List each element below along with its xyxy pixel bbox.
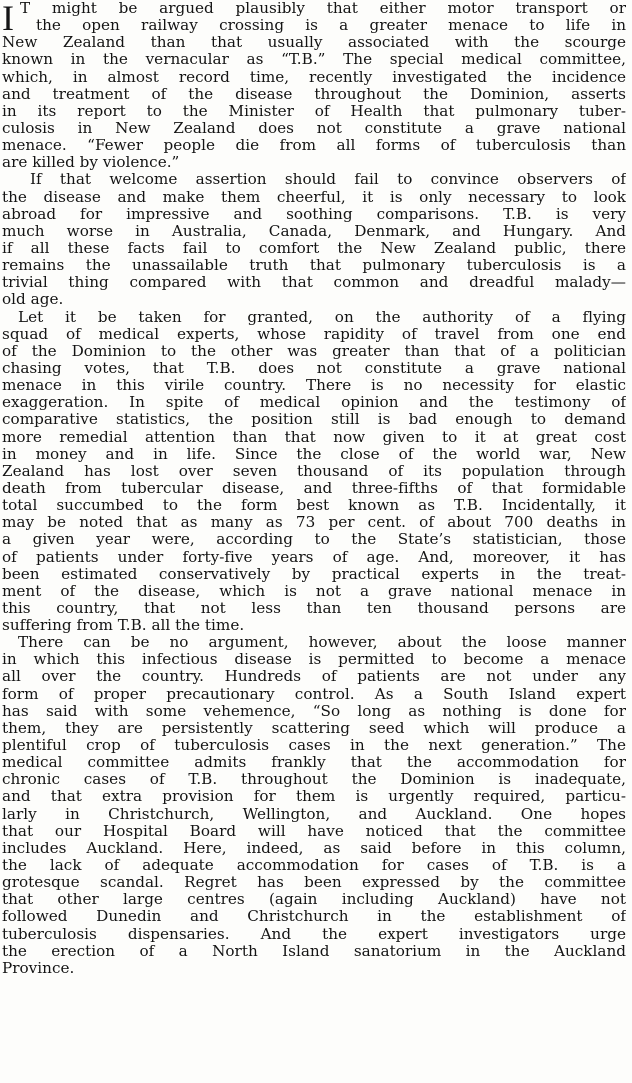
text-line: in which this infectious disease is permitted to become a menace bbox=[2, 651, 626, 669]
text-line: this country, that not less than ten thousand persons are bbox=[2, 599, 626, 617]
text-line: abroad for impressive and soothing comparisons. T.B. is very bbox=[2, 205, 626, 223]
text-line: chasing votes, that T.B. does not constitute a grave national bbox=[2, 359, 626, 377]
text-line: the disease and make them cheerful, it is only necessary to look bbox=[2, 188, 626, 206]
text-line: total succumbed to the form best known as T.B. Incidentally, it bbox=[2, 497, 626, 515]
text-line: chronic cases of T.B. throughout the Dominion is inadequate, bbox=[2, 771, 626, 789]
text-line: medical committee admits frankly that the accommodation for bbox=[2, 754, 626, 772]
text-line: T might be argued plausibly that either motor transport or bbox=[20, 0, 626, 17]
text-line: of the Dominion to the other was greater than that of a politician bbox=[2, 342, 626, 360]
text-line: tuberculosis dispensaries. And the expert investigators urge bbox=[2, 925, 626, 943]
text-line: and that extra provision for them is urgently required, particu- bbox=[2, 788, 626, 806]
text-line: known in the vernacular as “T.B.” The special medical committee, bbox=[2, 51, 626, 69]
text-line: the lack of adequate accommodation for cases of T.B. is a bbox=[2, 857, 626, 875]
text-line: grotesque scandal. Regret has been expressed by the committee bbox=[2, 874, 626, 892]
text-line: larly in Christchurch, Wellington, and Auckland. One hopes bbox=[2, 805, 626, 823]
text-line: exaggeration. In spite of medical opinion and the testimony of bbox=[2, 394, 626, 412]
text-line: a given year were, according to the State’s statistician, those bbox=[2, 531, 626, 549]
text-line: ment of the disease, which is not a grave national menace in bbox=[2, 582, 626, 600]
text-line: followed Dunedin and Christchurch in the establishment of bbox=[2, 908, 626, 926]
text-line: more remedial attention than that now given to it at great cost bbox=[2, 428, 626, 446]
text-line: has said with some vehemence, “So long as nothing is done for bbox=[2, 702, 626, 720]
text-line: been estimated conservatively by practical experts in the treat- bbox=[2, 565, 626, 583]
text-line: If that welcome assertion should fail to convince observers of bbox=[30, 171, 626, 189]
text-line: includes Auckland. Here, indeed, as said before in this column, bbox=[2, 839, 626, 857]
drop-cap: I bbox=[2, 0, 15, 38]
text-line: trivial thing compared with that common and dreadful malady— bbox=[2, 274, 626, 292]
text-line: of patients under forty-five years of age. And, moreover, it has bbox=[2, 548, 626, 566]
paragraph-3 bbox=[2, 309, 626, 635]
text-line: remains the unassailable truth that pulmonary tuberculosis is a bbox=[2, 257, 626, 275]
text-line: There can be no argument, however, about the loose manner bbox=[18, 634, 626, 652]
text-line: in its report to the Minister of Health that pulmonary tuber- bbox=[2, 102, 626, 120]
paragraph-2 bbox=[2, 171, 626, 308]
text-line: the erection of a North Island sanatorium in the Auckland bbox=[2, 942, 626, 960]
text-line: Let it be taken for granted, on the authority of a flying bbox=[18, 308, 626, 326]
text-line: old age. bbox=[2, 291, 64, 309]
text-line: New Zealand than that usually associated with the scourge bbox=[2, 34, 626, 52]
text-line: squad of medical experts, whose rapidity of travel from one end bbox=[2, 325, 626, 343]
text-line: Zealand has lost over seven thousand of its population through bbox=[2, 462, 626, 480]
text-line: may be noted that as many as 73 per cent. of about 700 deaths in bbox=[2, 514, 626, 532]
paragraph-1 bbox=[2, 0, 626, 171]
text-line: comparative statistics, the position still is bad enough to demand bbox=[2, 411, 626, 429]
text-line: form of proper precautionary control. As a South Island expert bbox=[2, 685, 626, 703]
text-line: the open railway crossing is a greater menace to life in bbox=[36, 17, 626, 35]
paragraph-4 bbox=[2, 634, 626, 977]
text-line: culosis in New Zealand does not constitute a grave national bbox=[2, 119, 626, 137]
text-line: Province. bbox=[2, 959, 75, 977]
text-line: if all these facts fail to comfort the New Zealand public, there bbox=[2, 239, 626, 257]
text-line: that our Hospital Board will have noticed that the committee bbox=[2, 822, 626, 840]
text-line: that other large centres (again including Auckland) have not bbox=[2, 891, 626, 909]
text-line: and treatment of the disease throughout the Dominion, asserts bbox=[2, 85, 626, 103]
text-line: in money and in life. Since the close of the world war, New bbox=[2, 445, 626, 463]
text-line: all over the country. Hundreds of patients are not under any bbox=[2, 668, 626, 686]
text-line: them, they are persistently scattering seed which will produce a bbox=[2, 719, 626, 737]
article-column bbox=[2, 0, 626, 977]
text-line: plentiful crop of tuberculosis cases in the next generation.” The bbox=[2, 737, 626, 755]
text-line: are killed by violence.” bbox=[2, 154, 180, 172]
text-line: suffering from T.B. all the time. bbox=[2, 617, 245, 635]
text-line: menace in this virile country. There is no necessity for elastic bbox=[2, 377, 626, 395]
text-line: death from tubercular disease, and three-fifths of that formidable bbox=[2, 479, 626, 497]
text-line: much worse in Australia, Canada, Denmark, and Hungary. And bbox=[2, 222, 626, 240]
text-line: which, in almost record time, recently investigated the incidence bbox=[2, 68, 626, 86]
text-line: menace. “Fewer people die from all forms of tuberculosis than bbox=[2, 137, 626, 155]
